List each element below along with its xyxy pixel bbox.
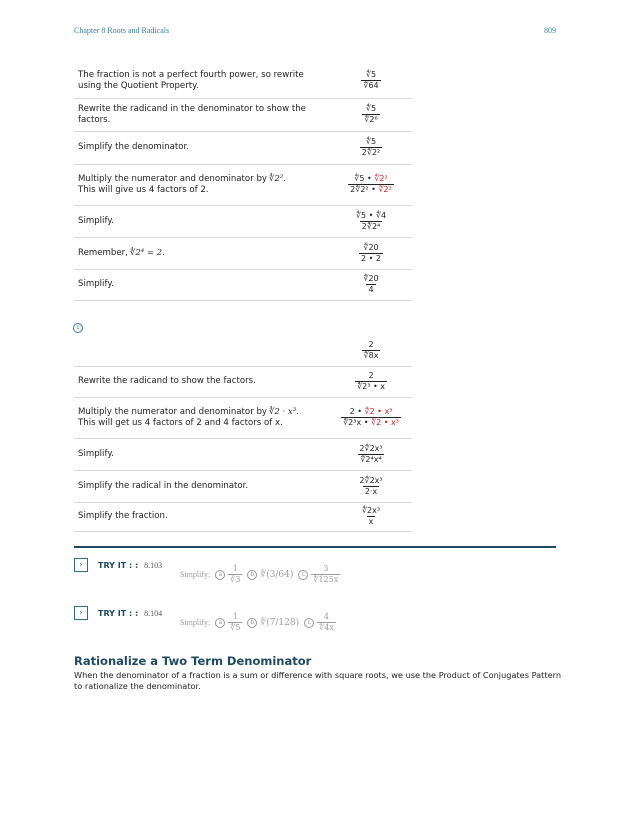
try-it-number: 8.104 <box>144 608 163 618</box>
fraction-numerator: ∜5 <box>365 70 377 80</box>
fraction-denominator <box>348 184 394 195</box>
step-text: Simplify the denominator. <box>74 131 330 164</box>
option-c-expression <box>317 612 336 633</box>
page-number: 809 <box>544 26 556 35</box>
try-it-label: TRY IT : : <box>98 608 139 618</box>
inline-math: ∜2⁴ = 2. <box>129 247 165 258</box>
chevron-right-icon[interactable]: › <box>74 558 88 572</box>
try-it-label: TRY IT : : <box>98 560 139 570</box>
chapter-header: Chapter 8 Roots and Radicals <box>74 26 170 35</box>
try-it-8-103 <box>74 558 374 592</box>
part-c-marker: c <box>73 323 83 333</box>
inline-math: ∜2 · x³. <box>269 406 299 417</box>
step-text: The fraction is not a perfect fourth power, so rewrite using the Quotient Property. <box>74 64 330 98</box>
table-row <box>74 397 412 438</box>
section-divider <box>74 546 556 548</box>
try-it-problem <box>180 564 340 585</box>
fraction-denominator: ∜8x <box>363 351 379 361</box>
step-text <box>74 164 330 205</box>
fraction-denominator: x <box>368 517 374 526</box>
fraction-numerator: ∜5 • ∜4 <box>355 210 387 220</box>
step-text <box>74 237 330 269</box>
fraction-numerator: 2 <box>368 340 374 350</box>
option-c-expression <box>311 564 340 585</box>
try-it-problem <box>180 612 336 633</box>
numerator-part: 2 • <box>349 407 365 416</box>
fraction-numerator: ∜5 <box>365 104 377 113</box>
step-math <box>330 237 412 269</box>
option-a-marker: a <box>215 570 225 580</box>
step-math <box>330 397 412 438</box>
step-text <box>74 397 330 438</box>
numerator-part: ∜5 • <box>354 174 375 183</box>
table-row <box>74 269 412 300</box>
step-math <box>330 98 412 131</box>
table-row <box>74 438 412 470</box>
fraction-numerator: 2∜2x³ <box>359 443 383 453</box>
section-paragraph: When the denominator of a fraction is a sum or difference with square roots, we use the Product of Conjugates Pattern to rationalize the denominator. <box>74 670 562 691</box>
option-c-marker: c <box>298 570 308 580</box>
step-text: Rewrite the radicand in the denominator to show the factors. <box>74 98 330 131</box>
chevron-right-icon[interactable]: › <box>74 606 88 620</box>
highlight-factor: ∜2 • x³ <box>371 418 399 427</box>
step-math <box>330 131 412 164</box>
step-text-line2: This will give us 4 factors of 2. <box>78 184 209 195</box>
fraction-numerator: ∜20 <box>363 242 379 252</box>
table-row <box>74 98 412 131</box>
table-row <box>74 205 412 237</box>
table-row <box>74 164 412 205</box>
fraction-numerator: 1 <box>232 564 238 573</box>
fraction-denominator: ∜2³ • x <box>357 382 385 391</box>
fraction-numerator: ∜2x³ <box>361 506 381 515</box>
step-math <box>330 64 412 98</box>
step-math <box>330 502 412 531</box>
option-a-marker: a <box>215 618 225 628</box>
step-text-line2: This will get us 4 factors of 2 and 4 factors of x. <box>78 417 283 428</box>
try-it-header <box>74 558 162 572</box>
fraction-denominator: ∛3 <box>230 575 241 584</box>
step-text: Simplify the fraction. <box>74 502 330 531</box>
step-math <box>330 438 412 470</box>
try-it-8-104 <box>74 606 374 640</box>
fraction-numerator: 3 <box>323 564 329 573</box>
step-math <box>330 366 412 397</box>
step-text: Simplify. <box>74 269 330 300</box>
step-text: Rewrite the radicand to show the factors. <box>74 366 330 397</box>
step-text: Simplify the radical in the denominator. <box>74 470 330 502</box>
fraction-denominator: ∜2⁴x⁴ <box>360 454 382 464</box>
option-b-expression: ∜(7/128) <box>260 617 300 628</box>
fraction-denominator: ∜5 <box>230 623 241 632</box>
fraction-numerator: 4 <box>323 612 330 621</box>
fraction-numerator <box>348 407 395 417</box>
part-b-steps-table <box>74 64 412 301</box>
table-row <box>74 131 412 164</box>
try-it-header <box>74 606 162 620</box>
fraction-denominator: ∜125x <box>313 575 339 584</box>
simplify-prompt: Simplify: <box>180 570 211 579</box>
step-math <box>330 470 412 502</box>
fraction-denominator: 2∜2⁴ <box>361 221 381 231</box>
fraction-denominator: 2 • 2 <box>361 253 381 263</box>
part-c-steps-table <box>74 336 412 532</box>
option-b-marker: b <box>247 618 257 628</box>
step-text-main: Remember, <box>78 247 128 258</box>
fraction-denominator: ∜4x <box>319 623 334 632</box>
step-math <box>330 164 412 205</box>
table-row <box>74 502 412 531</box>
highlight-factor: ∜2² <box>374 174 388 183</box>
option-b-marker: b <box>247 570 257 580</box>
fraction-denominator: ∜64 <box>363 81 379 91</box>
step-math <box>330 336 412 366</box>
highlight-factor: ∜2 • x³ <box>364 407 393 416</box>
table-row <box>74 64 412 98</box>
fraction-numerator: 1 <box>232 612 238 621</box>
step-text-line1: Multiply the numerator and denominator by <box>78 173 267 184</box>
section-title: Rationalize a Two Term Denominator <box>74 654 312 668</box>
step-text: Simplify. <box>74 205 330 237</box>
step-text-line1: Multiply the numerator and denominator by <box>78 406 267 417</box>
fraction-denominator: 2∜2² <box>361 148 381 157</box>
highlight-factor: ∜2² <box>378 185 392 194</box>
part-c-label <box>73 314 83 333</box>
step-math <box>330 205 412 237</box>
option-a-expression <box>228 564 242 585</box>
denominator-part: ∜2³x • <box>343 418 371 427</box>
table-row <box>74 366 412 397</box>
step-text: Simplify. <box>74 438 330 470</box>
fraction-denominator: 2·x <box>364 486 378 496</box>
fraction-numerator: 2 <box>368 371 374 380</box>
option-c-marker: c <box>304 618 314 628</box>
step-text <box>74 336 330 366</box>
fraction-denominator <box>341 417 401 428</box>
fraction-numerator: ∜20 <box>363 274 379 283</box>
fraction-numerator <box>352 174 389 184</box>
fraction-denominator: 4 <box>368 285 374 294</box>
fraction-denominator: ∜2⁶ <box>364 115 378 124</box>
option-a-expression <box>228 612 242 633</box>
try-it-number: 8.103 <box>144 560 163 570</box>
step-math <box>330 269 412 300</box>
fraction-numerator: 2∜2x³ <box>359 475 383 485</box>
table-row <box>74 237 412 269</box>
table-row <box>74 470 412 502</box>
table-row <box>74 336 412 366</box>
fraction-numerator: ∜5 <box>365 137 377 146</box>
denominator-part: 2∜2² • <box>350 185 379 194</box>
simplify-prompt: Simplify: <box>180 618 211 627</box>
option-b-expression: ∜(3/64) <box>260 569 294 580</box>
inline-math: ∜2². <box>269 173 286 184</box>
